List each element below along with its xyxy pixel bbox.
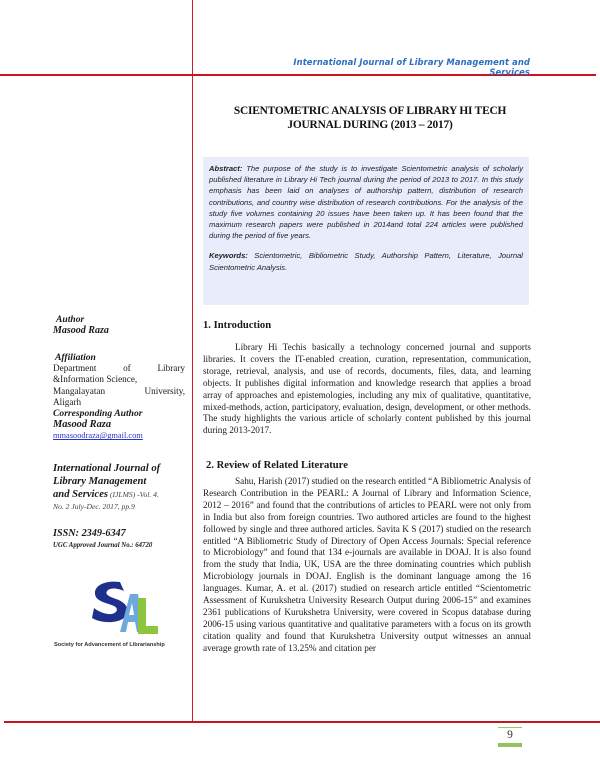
page-number-block bbox=[498, 727, 522, 747]
review-paragraph: Sahu, Harish (2017) studied on the research entitled “A Bibliometric Analysis of Research Contribution in the PEARL: A Journal of Library and Information Science, 2012 – 2016” and found that the contributions of articles to PEARL were not only from in India but also from foreign countries. Two authored articles are found to the highest followed by single and three authored articles. Savita K S (2017) studied on the research entitled “A Bibliometric Study of Directory of Open Access Journals: Special reference to Microbiology” and found that 134 e-journals are available in DOAJ. It is also found from the study that India, UK, USA are the three dominating countries which publish Microbiology journals in DOAJ. English is the dominant language among the 16 languages. Kumar, A. et al. (2017) studied on research article entitled “Scientometric Assessment of Kurukshetra University Research Output during 2006-15” and examines 2361 publications of Kurukshetra University, were covered in Scopus database during 2006-15 using various quantitative and qualitative parameters with a focus on its growth citation quality and found that Kurukshetra University output witnesses an annual average growth rate of 13.25% and citation per bbox=[203, 476, 531, 653]
journal-name-tail: and Services bbox=[53, 489, 109, 500]
keywords-paragraph bbox=[209, 250, 523, 272]
introduction-paragraph: Library Hi Techis basically a technology concerned journal and supports libraries. It covers the IT-enabled creation, curation, representation, communication, storage, retrieval, analysis, and use of records, documents, files, data, and learning objects. It publishes digital information and knowledge research that applies a broad array of approaches and epistemologies, including any mix of qualitative, quantitative, mixed-methods, action, participatory, evaluation, design, development, or other methods. The study highlights the various article of scholarly content published by this journal during 2013-2017. bbox=[203, 342, 531, 436]
abstract-paragraph bbox=[209, 163, 523, 241]
journal-name-line-3 bbox=[53, 488, 185, 501]
corresponding-author-label: Corresponding Author bbox=[53, 408, 143, 420]
affiliation-line-1 bbox=[53, 363, 185, 374]
keywords-text: Scientometric, Bibliometric Study, Authorship Pattern, Literature, Journal Scientometric Analysis. bbox=[209, 251, 523, 272]
journal-name-line-2: Library Management bbox=[53, 476, 147, 487]
affiliation-label: Affiliation bbox=[55, 352, 96, 363]
affiliation-line-2: &Information Science, bbox=[53, 374, 138, 385]
journal-issue: No. 2 July-Dec. 2017, pp.9 bbox=[53, 502, 135, 511]
affiliation-word: Library bbox=[157, 363, 185, 374]
author-label: Author bbox=[56, 314, 85, 325]
abstract-label: Abstract: bbox=[209, 164, 243, 173]
vertical-margin-rule bbox=[192, 0, 193, 722]
issn-block bbox=[53, 528, 185, 551]
affiliation-word: University, bbox=[144, 385, 185, 396]
abstract-box bbox=[203, 157, 529, 305]
journal-name-line-1: International Journal of bbox=[53, 463, 161, 474]
page-number-bottom-bar bbox=[498, 743, 522, 747]
affiliation-word: Mangalayatan bbox=[53, 385, 106, 396]
corresponding-author-name: Masood Raza bbox=[53, 419, 112, 431]
introduction-body bbox=[203, 342, 531, 437]
logo-caption: Society for Advancement of Librarianship bbox=[54, 642, 165, 648]
affiliation-word: of bbox=[123, 363, 131, 374]
author-name: Masood Raza bbox=[53, 325, 109, 337]
running-head: International Journal of Library Management and Services bbox=[293, 57, 530, 77]
title-line-2: JOURNAL DURING (2013 – 2017) bbox=[287, 119, 453, 131]
title-line-1: SCIENTOMETRIC ANALYSIS OF LIBRARY HI TECH bbox=[233, 105, 507, 117]
ugc-approval: UGC Approved Journal No.: 64720 bbox=[53, 542, 153, 550]
page-number: 9 bbox=[507, 729, 513, 741]
paper-title bbox=[200, 104, 540, 132]
abstract-text: The purpose of the study is to investigate Scientometric analysis of scholarly published literature in Library Hi Tech journal during the period of 2013 to 2017. In this study emphasis has been laid on analyses of authorship pattern, distribution of research contributions, and country wise distribution of research contributions. For the analysis of the study five volumes containing 20 issues have been taken up. It has been found that the maximum research papers were published in 2014and total 224 articles were published during the period of five years. bbox=[209, 164, 523, 241]
affiliation-word: Department bbox=[53, 363, 97, 374]
affiliation-line-4: Aligarh bbox=[53, 396, 82, 407]
email-link[interactable]: mmasoodraza@gmail.com bbox=[53, 431, 143, 441]
sal-logo-icon bbox=[90, 578, 160, 640]
section-heading-introduction: 1. Introduction bbox=[203, 320, 272, 331]
affiliation-line-3 bbox=[53, 386, 185, 397]
section-heading-review: 2. Review of Related Literature bbox=[206, 460, 348, 471]
journal-citation-block bbox=[53, 462, 185, 512]
journal-volume: (IJLMS) -Vol. 4. bbox=[108, 490, 159, 499]
author-block bbox=[53, 314, 185, 336]
affiliation-block bbox=[53, 352, 185, 442]
issn: ISSN: 2349-6347 bbox=[53, 528, 126, 539]
footer-rule bbox=[4, 721, 600, 723]
keywords-label: Keywords: bbox=[209, 251, 248, 261]
review-body bbox=[203, 476, 531, 655]
